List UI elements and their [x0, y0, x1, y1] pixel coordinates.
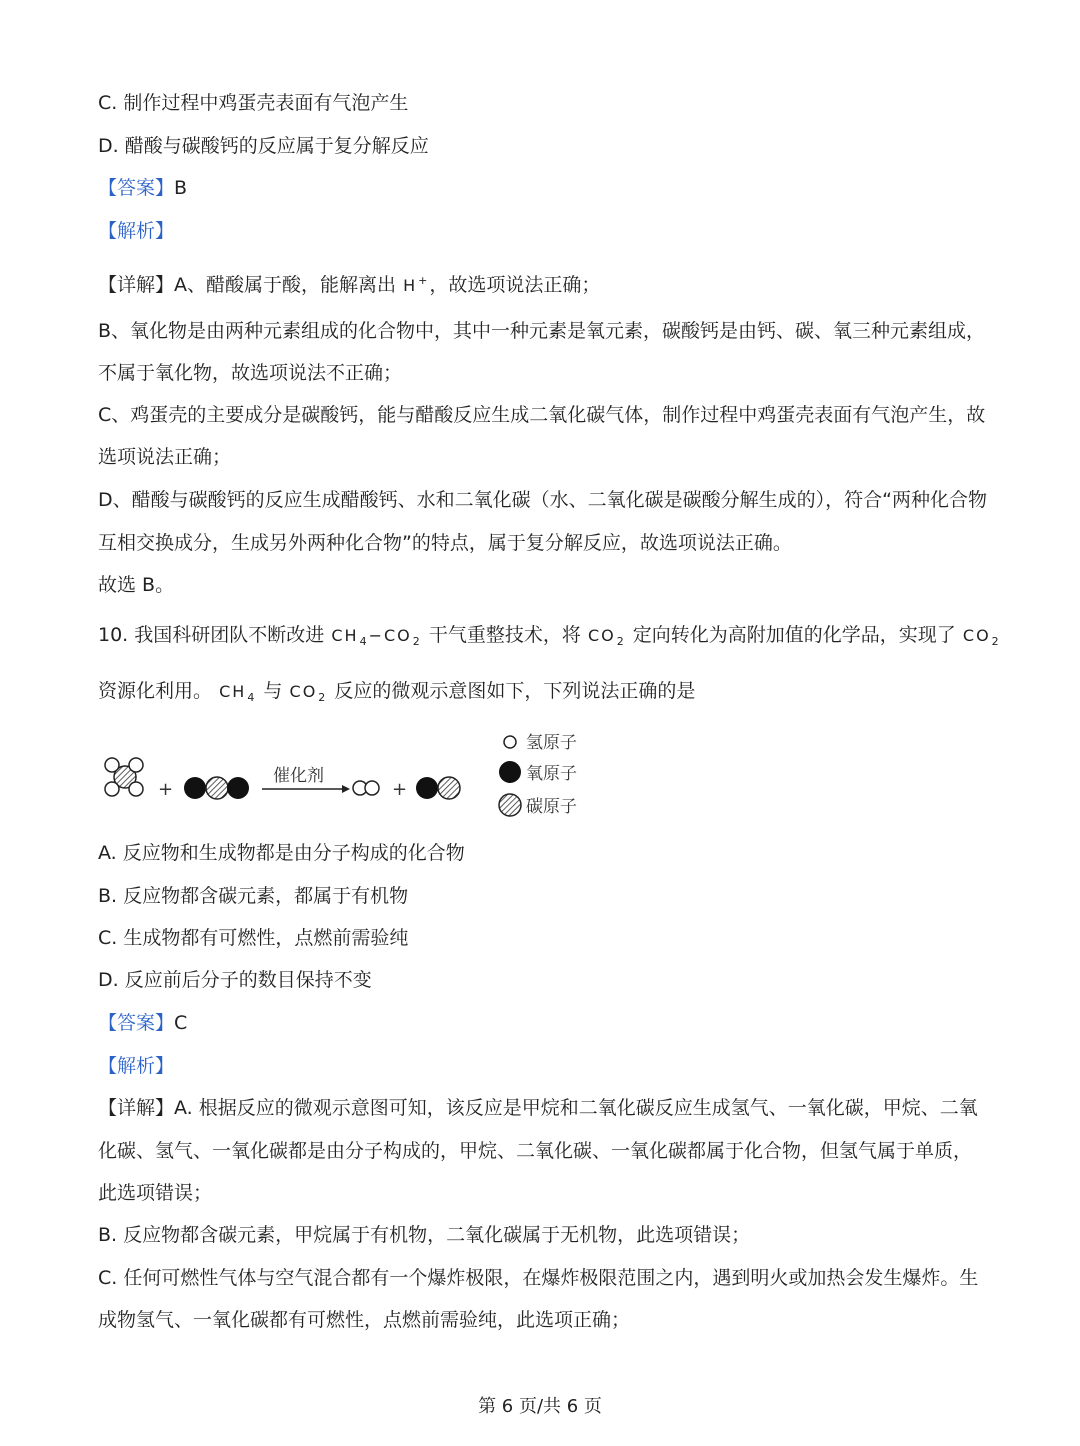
answer-line	[98, 175, 187, 201]
hydrogen-atom	[105, 782, 119, 796]
ion-symbol: H	[403, 276, 418, 295]
page-footer: 第 6 页/共 6 页	[478, 1396, 602, 1417]
h-ion	[396, 276, 429, 295]
co2-formula-3	[282, 682, 334, 704]
q10-option-a: A. 反应物和生成物都是由分子构成的化合物	[98, 842, 465, 864]
conclusion: 故选 B。	[98, 574, 175, 596]
detail-d-2: 互相交换成分，生成另外两种化合物”的特点，属于复分解反应，故选项说法正确。	[98, 532, 792, 554]
co-molecule	[416, 777, 460, 799]
carbon-atom	[206, 777, 228, 799]
q10-detail-tag: 【详解】	[98, 1097, 175, 1119]
ch4-co2-formula	[324, 626, 429, 648]
q10-detail-c-1: C. 任何可燃性气体与空气混合都有一个爆炸极限，在爆炸极限范围之内，遇到明火或加热会发生爆炸。生	[98, 1267, 979, 1289]
hydrogen-molecule	[353, 781, 379, 795]
hydrogen-atom	[105, 758, 119, 772]
q10-text-1: 干气重整技术，将	[428, 624, 581, 646]
detail-b-1: B、氧化物是由两种元素组成的化合物中，其中一种元素是氧元素，碳酸钙是由钙、碳、氧三种元素组成，	[98, 320, 986, 342]
oxygen-atom	[416, 777, 438, 799]
legend-oxygen-icon	[499, 761, 521, 783]
hydrogen-atom	[365, 781, 379, 795]
detail-d-1: D、醋酸与碳酸钙的反应生成醋酸钙、水和二氧化碳（水、二氧化碳是碳酸分解生成的），符合“两种化合物	[98, 489, 987, 511]
q10-detail-b: B. 反应物都含碳元素，甲烷属于有机物，二氧化碳属于无机物，此选项错误；	[98, 1224, 751, 1246]
detail-tag: 【详解】	[98, 274, 175, 296]
q10-line-2	[98, 678, 695, 711]
co2-formula	[581, 626, 633, 648]
q10-detail-a-text: A. 根据反应的微观示意图可知，该反应是甲烷和二氧化碳反应生成氢气、一氧化碳，甲烷、二氧	[174, 1097, 978, 1119]
catalyst-label: 催化剂	[273, 766, 324, 786]
sub-2d: 2	[318, 691, 328, 704]
plus-sign: +	[392, 779, 408, 800]
hydrogen-atom	[129, 782, 143, 796]
oxygen-atom	[227, 777, 249, 799]
q10-answer-tag: 【答案】	[98, 1012, 175, 1034]
co2-formula-2	[956, 626, 1001, 648]
sub-2c: 2	[991, 635, 1001, 648]
q10-detail-a-1	[98, 1095, 978, 1121]
co-text: CO	[587, 626, 616, 645]
detail-a-text: A、醋酸属于酸，能解离出	[174, 274, 397, 296]
legend	[499, 733, 577, 817]
q10-detail-a-2: 化碳、氢气、一氧化碳都是由分子构成的，甲烷、二氧化碳、一氧化碳都属于化合物，但氢气属于单质，	[98, 1140, 973, 1162]
legend-oxygen: 氧原子	[526, 764, 577, 784]
dash-co: −CO	[368, 626, 412, 645]
methane-molecule	[105, 758, 143, 796]
yu-text: 与	[263, 680, 283, 702]
detail-b-2: 不属于氧化物，故选项说法不正确；	[98, 362, 403, 384]
q10-line-1	[98, 622, 1001, 655]
legend-carbon: 碳原子	[526, 797, 577, 817]
q10-option-c: C. 生成物都有可燃性，点燃前需验纯	[98, 927, 409, 949]
q10-analysis-tag: 【解析】	[98, 1055, 175, 1077]
co-text-2: CO	[962, 626, 991, 645]
option-c: C. 制作过程中鸡蛋壳表面有气泡产生	[98, 92, 409, 114]
q10-text-3: 资源化利用。	[98, 680, 213, 702]
analysis-tag: 【解析】	[98, 220, 175, 242]
sub-2b: 2	[616, 635, 626, 648]
option-d: D. 醋酸与碳酸钙的反应属于复分解反应	[98, 135, 429, 157]
q10-option-b: B. 反应物都含碳元素，都属于有机物	[98, 885, 409, 907]
co2-molecule	[184, 777, 249, 799]
detail-c-1: C、鸡蛋壳的主要成分是碳酸钙，能与醋酸反应生成二氧化碳气体，制作过程中鸡蛋壳表面有气泡产生，故	[98, 404, 986, 426]
q10-detail-a-3: 此选项错误；	[98, 1182, 213, 1204]
sub-4: 4	[359, 635, 369, 648]
q10-answer-line	[98, 1010, 187, 1036]
reaction-diagram	[90, 725, 610, 825]
q10-option-d: D. 反应前后分子的数目保持不变	[98, 969, 372, 991]
detail-c-2: 选项说法正确；	[98, 446, 232, 468]
ch-text: CH	[331, 626, 359, 645]
legend-hydrogen: 氢原子	[526, 733, 577, 753]
q10-answer-value: C	[174, 1012, 188, 1034]
ion-charge: +	[418, 274, 430, 287]
detail-a-tail: ，故选项说法正确；	[429, 274, 601, 296]
carbon-atom	[438, 777, 460, 799]
sub-4b: 4	[247, 691, 257, 704]
legend-carbon-icon	[499, 794, 521, 816]
arrow-head	[342, 785, 350, 793]
ch-text-2: CH	[219, 682, 247, 701]
answer-tag: 【答案】	[98, 177, 175, 199]
detail-a	[98, 268, 600, 299]
q10-detail-c-2: 成物氢气、一氧化碳都有可燃性，点燃前需验纯，此选项正确；	[98, 1309, 631, 1331]
plus-sign: +	[158, 779, 174, 800]
co-text-3: CO	[289, 682, 318, 701]
sub-2: 2	[412, 635, 422, 648]
answer-value: B	[174, 177, 188, 199]
q10-text-4: 反应的微观示意图如下，下列说法正确的是	[334, 680, 696, 702]
q10-number: 10. 我国科研团队不断改进	[98, 624, 325, 646]
oxygen-atom	[184, 777, 206, 799]
legend-hydrogen-icon	[504, 736, 516, 748]
q10-text-2: 定向转化为高附加值的化学品，实现了	[632, 624, 956, 646]
ch4-formula	[212, 682, 263, 704]
hydrogen-atom	[129, 758, 143, 772]
